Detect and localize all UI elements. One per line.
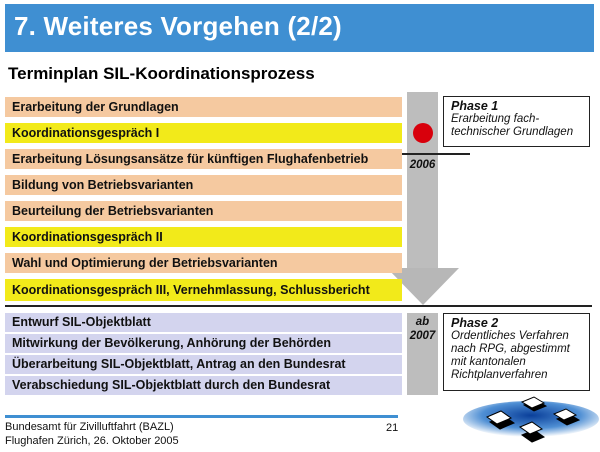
current-position-icon [413,123,433,143]
schedule-row: Überarbeitung SIL-Objektblatt, Antrag an den Bundesrat [5,355,402,374]
footer-org: Bundesamt für Zivilluftfahrt (BAZL) [5,421,174,433]
phase2-box [443,313,590,391]
slide-title: 7. Weiteres Vorgehen (2/2) [14,11,342,41]
phase1-title: Phase 1 [451,99,499,113]
schedule-row: Verabschiedung SIL-Objektblatt durch den Bundesrat [5,376,402,395]
phase-divider [5,305,592,307]
schedule-row: Koordinationsgespräch III, Vernehmlassung, Schlussbericht [5,279,402,301]
phase2-desc-line2: nach RPG, abgestimmt [451,343,570,355]
schedule-row: Entwurf SIL-Objektblatt [5,313,402,332]
title-bar [5,4,594,52]
footer-rule [5,415,398,418]
section-subtitle: Terminplan SIL-Koordinationsprozess [8,64,315,83]
phase2-title: Phase 2 [451,316,499,330]
schedule-row: Beurteilung der Betriebsvarianten [5,201,402,221]
schedule-row: Koordinationsgespräch I [5,123,402,143]
schedule-row: Wahl und Optimierung der Betriebsvarianten [5,253,402,273]
phase1-desc-line2: technischer Grundlagen [451,126,574,138]
year-2007-label: 2007 [409,330,436,342]
year-2007-label-ab: ab [415,316,430,328]
schedule-row: Mitwirkung der Bevölkerung, Anhörung der Behörden [5,334,402,353]
phase1-desc-line1: Erarbeitung fach- [451,113,540,125]
footer-place-date: Flughafen Zürich, 26. Oktober 2005 [5,435,179,447]
schedule-row: Erarbeitung der Grundlagen [5,97,402,117]
phase2-desc-line1: Ordentliches Verfahren [451,330,569,342]
phase1-box [443,96,590,147]
schedule-row: Bildung von Betriebsvarianten [5,175,402,195]
phase2-desc-line3: mit kantonalen [451,356,526,368]
page-number: 21 [386,422,399,434]
bazl-logo-icon [462,395,600,452]
timeline-bar-phase1 [407,92,438,270]
schedule-row: Koordinationsgespräch II [5,227,402,247]
schedule-row: Erarbeitung Lösungsansätze für künftigen Flughafenbetrieb [5,149,402,169]
phase2-desc-line4: Richtplanverfahren [451,369,548,381]
year-2006-label: 2006 [409,159,436,171]
divider-2006 [400,153,470,155]
